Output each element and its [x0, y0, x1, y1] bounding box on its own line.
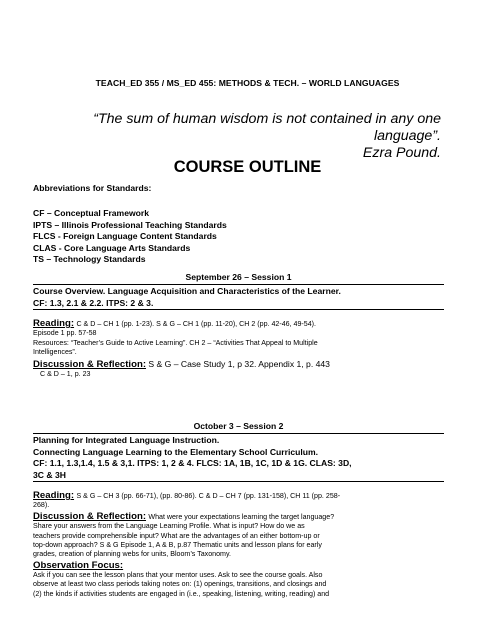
resources-line: Intelligences”. — [33, 348, 77, 357]
observation-line: observe at least two class periods taking notes on: (1) openings, transitions, and closings and — [33, 580, 327, 589]
course-header: TEACH_ED 355 / MS_ED 455: METHODS & TECH. – WORLD LANGUAGES — [95, 78, 400, 88]
observation-line: (2) the kinds if activities students are engaged in (i.e., speaking, listening, writing, reading) and — [33, 589, 330, 598]
reading-label: Reading: — [33, 490, 75, 501]
reading-extra: 268). — [33, 501, 50, 510]
session-topic — [33, 434, 444, 482]
epigraph — [36, 111, 441, 162]
session-topic-line: Planning for Integrated Language Instruction. — [33, 435, 220, 445]
session-date: September 26 – Session 1 — [33, 272, 444, 285]
discussion-line: top-down approach? S & G Episode 1, A & B, p.87 Thematic units and lesson plans for early — [33, 541, 322, 550]
session-standards: CF: 1.1, 1.3,1.4, 1.5 & 3,1. ITPS: 1, 2 & 4. FLCS: 1A, 1B, 1C, 1D & 1G. CLAS: 3D, — [33, 458, 352, 469]
discussion-text: What were your expectations learning the target language? — [148, 512, 335, 521]
discussion-line: teachers provide comprehensible input? What are the advantages of an either bottom-up or — [33, 531, 320, 540]
discussion-extra: C & D – 1, p. 23 — [40, 369, 91, 378]
abbreviation-item: TS – Technology Standards — [33, 254, 146, 265]
session-topic-line: Course Overview. Language Acquisition and Characteristics of the Learner. — [33, 286, 341, 296]
discussion-label: Discussion & Reflection: — [33, 358, 147, 370]
reading-label: Reading: — [33, 318, 75, 329]
session-standards: CF: 1.3, 2.1 & 2.2. ITPS: 2 & 3. — [33, 297, 154, 308]
session-standards: 3C & 3H — [33, 469, 66, 480]
reading-text: C & D – CH 1 (pp. 1-23). S & G – CH 1 (pp. 11-20), CH 2 (pp. 42-46, 49-54). — [76, 320, 317, 328]
session-date: October 3 – Session 2 — [33, 421, 444, 434]
abbreviation-item: CLAS - Core Language Arts Standards — [33, 242, 191, 253]
session-2-header — [33, 421, 444, 482]
session-topic-line: Connecting Language Learning to the Elementary School Curriculum. — [33, 446, 319, 457]
discussion-label: Discussion & Reflection: — [33, 510, 147, 522]
abbreviations-heading: Abbreviations for Standards: — [33, 183, 152, 193]
session-topic — [33, 285, 444, 310]
session-2-reading — [33, 490, 444, 599]
session-1-reading — [33, 318, 444, 379]
observation-line: Ask if you can see the lesson plans that your mentor uses. Ask to see the course goals. Also — [33, 571, 323, 580]
abbreviations-list — [33, 208, 227, 266]
session-1-header — [33, 272, 444, 310]
resources-line: Resources: “Teacher’s Guide to Active Learning”. CH 2 – “Activities That Appeal to Multiple — [33, 338, 318, 347]
abbreviation-item: FLCS - Foreign Language Content Standards — [33, 231, 217, 242]
observation-label: Observation Focus: — [33, 559, 124, 571]
quote-text: “The sum of human wisdom is not contained in any one language”. — [93, 111, 441, 144]
abbreviation-item: CF – Conceptual Framework — [33, 208, 150, 218]
discussion-line: Share your answers from the Language Learning Profile. What is input? How do we as — [33, 522, 305, 531]
page-title: COURSE OUTLINE — [173, 158, 322, 176]
reading-text: S & G – CH 3 (pp. 66-71), (pp. 80-86). C & D – CH 7 (pp. 131-158), CH 11 (pp. 258- — [76, 492, 341, 500]
discussion-text: S & G – Case Study 1, p 32. Appendix 1, p. 443 — [148, 358, 330, 369]
reading-extra: Episode 1 pp. 57-58 — [33, 329, 97, 338]
discussion-line: grades, creation of planning webs for units, Bloom’s Taxonomy. — [33, 550, 231, 559]
abbreviation-item: IPTS – Illinois Professional Teaching Standards — [33, 219, 227, 230]
quote-author: Ezra Pound. — [362, 145, 441, 161]
